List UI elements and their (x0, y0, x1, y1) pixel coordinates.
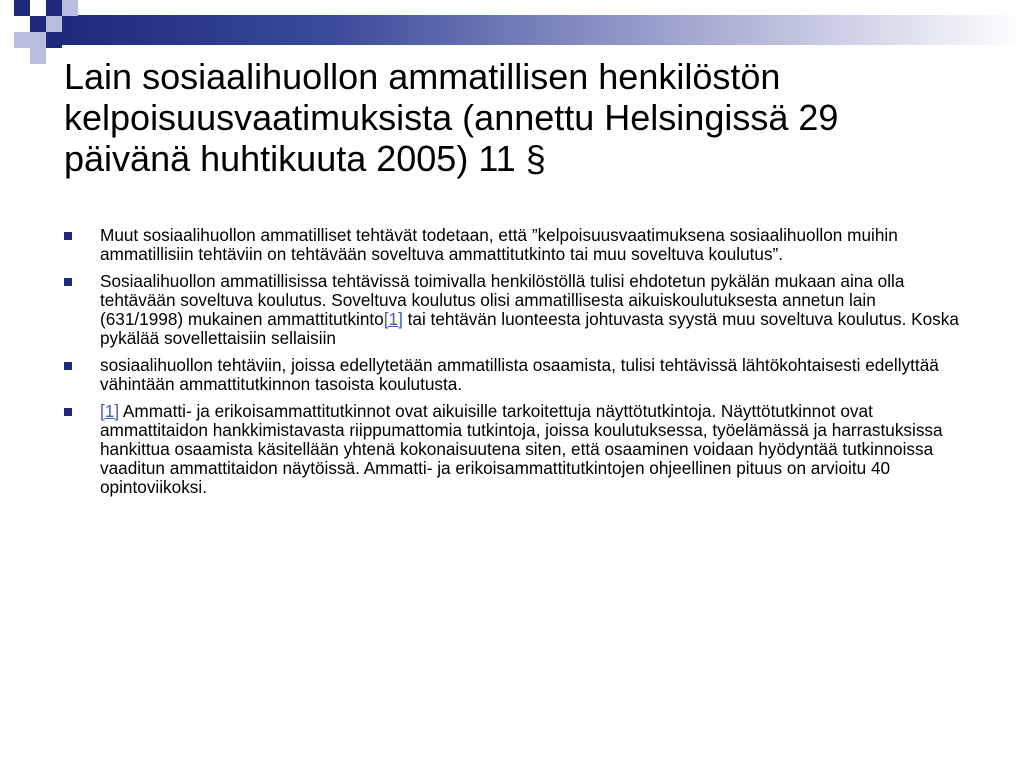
decor-square (30, 16, 46, 32)
bullet-text (100, 401, 943, 497)
decor-square (30, 48, 46, 64)
decor-square (62, 0, 78, 16)
bullet-text (100, 355, 939, 394)
decor-square (14, 32, 30, 48)
square-bullet-icon (64, 362, 72, 370)
bullet-text-segment: tai tehtävän luonteesta johtuvasta syystä muu soveltuva koulutus. Koska pykälää sovellettaisiin sellaisiin (100, 309, 959, 348)
square-bullet-icon (64, 408, 72, 416)
bullet-text-segment: sosiaalihuollon tehtäviin, joissa edellytetään ammatillista osaamista, tulisi tehtävissä lähtökohtaisesti edellyttää vähintään ammattitutkinnon tasoista koulutusta. (100, 355, 939, 394)
footnote-link[interactable]: [1] (383, 309, 403, 329)
bullet-text-segment: Muut sosiaalihuollon ammatilliset tehtävät todetaan, että ”kelpoisuusvaatimuksena sosiaalihuollon muihin ammatillisiin tehtäviin on tehtävään soveltuva ammattitutkinto tai muu soveltuva koulutus”. (100, 225, 898, 264)
bullet-item (62, 272, 962, 348)
header-gradient-bar (62, 15, 1024, 45)
bullet-item (62, 226, 962, 264)
decor-square (46, 16, 62, 32)
bullet-text-segment: Sosiaalihuollon ammatillisissa tehtävissä toimivalla henkilöstöllä tulisi ehdotetun pykälän mukaan aina olla tehtävään soveltuva koulutus. Soveltuva koulutus olisi ammatillisesta aikuiskoulutuksesta annetun lain (631/1998) mukainen ammattitutkinto (100, 271, 905, 329)
bullet-text (100, 271, 959, 348)
bullet-text (100, 225, 898, 264)
bullet-list (62, 226, 962, 505)
bullet-item (62, 402, 962, 497)
decor-square (14, 0, 30, 16)
footnote-link[interactable]: [1] (100, 401, 120, 421)
square-bullet-icon (64, 278, 72, 286)
decor-square (46, 32, 62, 48)
bullet-text-segment: Ammatti- ja erikoisammattitutkinnot ovat aikuisille tarkoitettuja näyttötutkintoja. Näyttötutkinnot ovat ammattitaidon hankkimistavasta riippumattomia tutkintoja, joissa koulutuksessa, työelämässä ja harrastuksissa hankittua osaamista käsitellään yhtenä kokonaisuutena siten, että osaaminen voidaan hyödyntää tutkinnoissa vaaditun ammattitaidon näytöissä. Ammatti- ja erikoisammattitutkintojen ohjeellinen pituus on arvioitu 40 opintoviikoksi. (100, 401, 943, 497)
slide-title: Lain sosiaalihuollon ammatillisen henkilöstön kelpoisuusvaatimuksista (annettu Helsingissä 29 päivänä huhtikuuta 2005) 11 § (64, 56, 839, 179)
square-bullet-icon (64, 232, 72, 240)
decor-square (30, 32, 46, 48)
bullet-item (62, 356, 962, 394)
decor-square (46, 0, 62, 16)
